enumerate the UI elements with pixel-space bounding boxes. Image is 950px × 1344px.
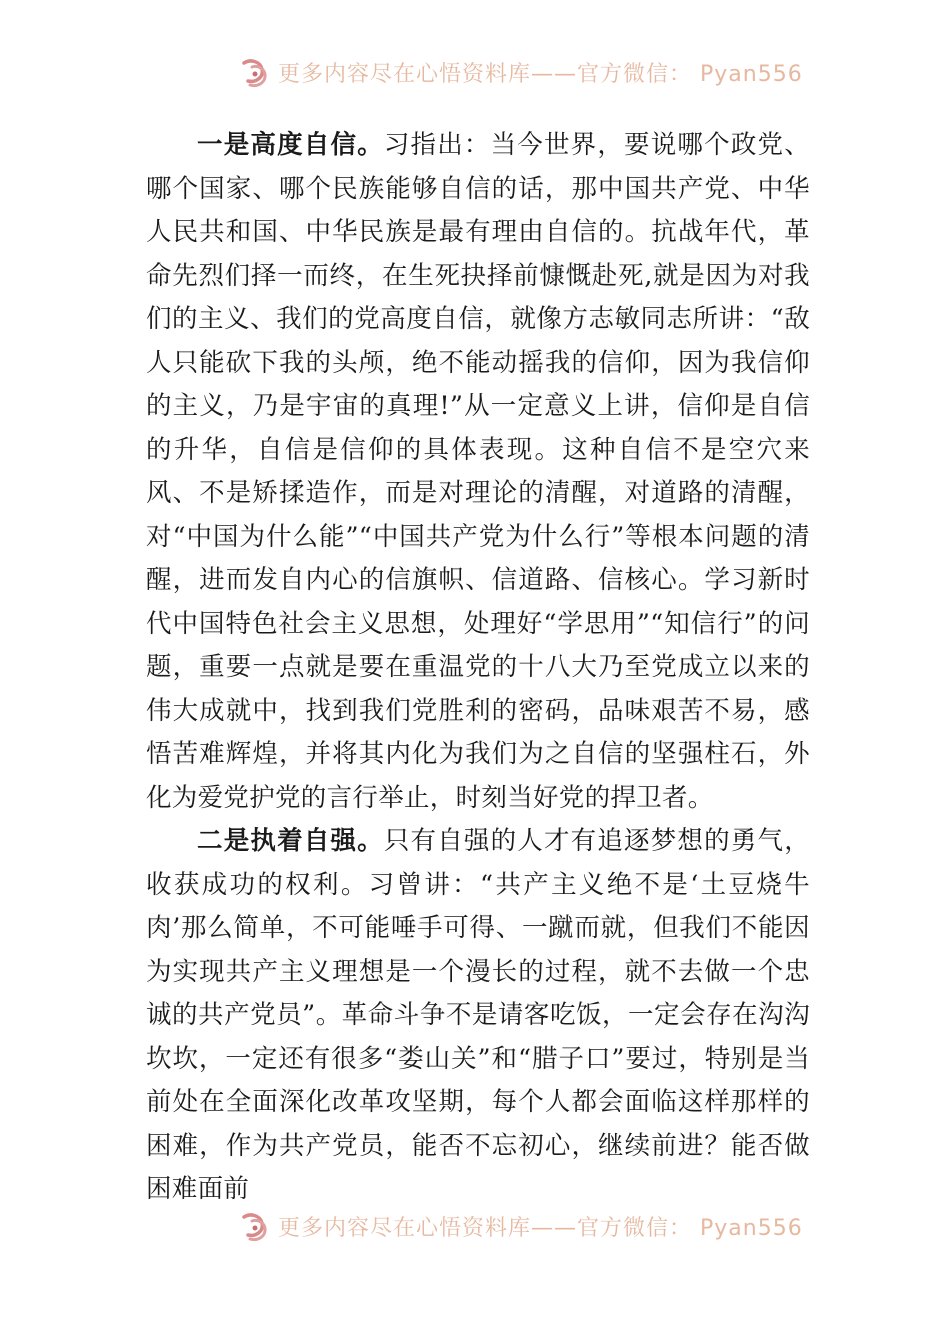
watermark-logo-icon <box>238 1209 272 1243</box>
watermark-footer <box>0 1206 950 1246</box>
watermark-header <box>0 52 950 92</box>
paragraph-text: 习指出：当今世界，要说哪个政党、哪个国家、哪个民族能够自信的话，那中国共产党、中华人民共和国、中华民族是最有理由自信的。抗战年代，革命先烈们择一而终，在生死抉择前慷慨赴死,就是因为对我们的主义、我们的党高度自信，就像方志敏同志所讲：“敌人只能砍下我的头颅，绝不能动摇我的信仰，因为我信仰的主义，乃是宇宙的真理!”从一定意义上讲，信仰是自信的升华，自信是信仰的具体表现。这种自信不是空穴来风、不是矫揉造作，而是对理论的清醒，对道路的清醒，对“中国为什么能”“中国共产党为什么行”等根本问题的清醒，进而发自内心的信旗帜、信道路、信核心。学习新时代中国特色社会主义思想，处理好“学思用”“知信行”的问题，重要一点就是要在重温党的十八大乃至党成立以来的伟大成就中，找到我们党胜利的密码，品味艰苦不易，感悟苦难辉煌，并将其内化为我们为之自信的坚强柱石，外化为爱党护党的言行举止，时刻当好党的捍卫者。 <box>146 130 810 813</box>
paragraph-self-reliance <box>146 820 810 1212</box>
document-body <box>146 124 810 1212</box>
paragraph-heading: 一是高度自信。 <box>197 130 384 160</box>
paragraph-heading: 二是执着自强。 <box>197 826 384 856</box>
watermark-text: 更多内容尽在心悟资料库——官方微信： Pyan556 <box>278 1215 803 1241</box>
paragraph-confidence <box>146 124 810 820</box>
watermark-text: 更多内容尽在心悟资料库——官方微信： Pyan556 <box>278 61 803 87</box>
watermark-logo-icon <box>238 55 272 89</box>
paragraph-text: 只有自强的人才有追逐梦想的勇气，收获成功的权利。习曾讲：“共产主义绝不是‘土豆烧牛肉’那么简单，不可能唾手可得、一蹴而就，但我们不能因为实现共产主义理想是一个漫长的过程，就不去做一个忠诚的共产党员”。革命斗争不是请客吃饭，一定会存在沟沟坎坎，一定还有很多“娄山关”和“腊子口”要过，特别是当前处在全面深化改革攻坚期，每个人都会面临这样那样的困难，作为共产党员，能否不忘初心，继续前进？能否做困难面前 <box>146 826 810 1204</box>
